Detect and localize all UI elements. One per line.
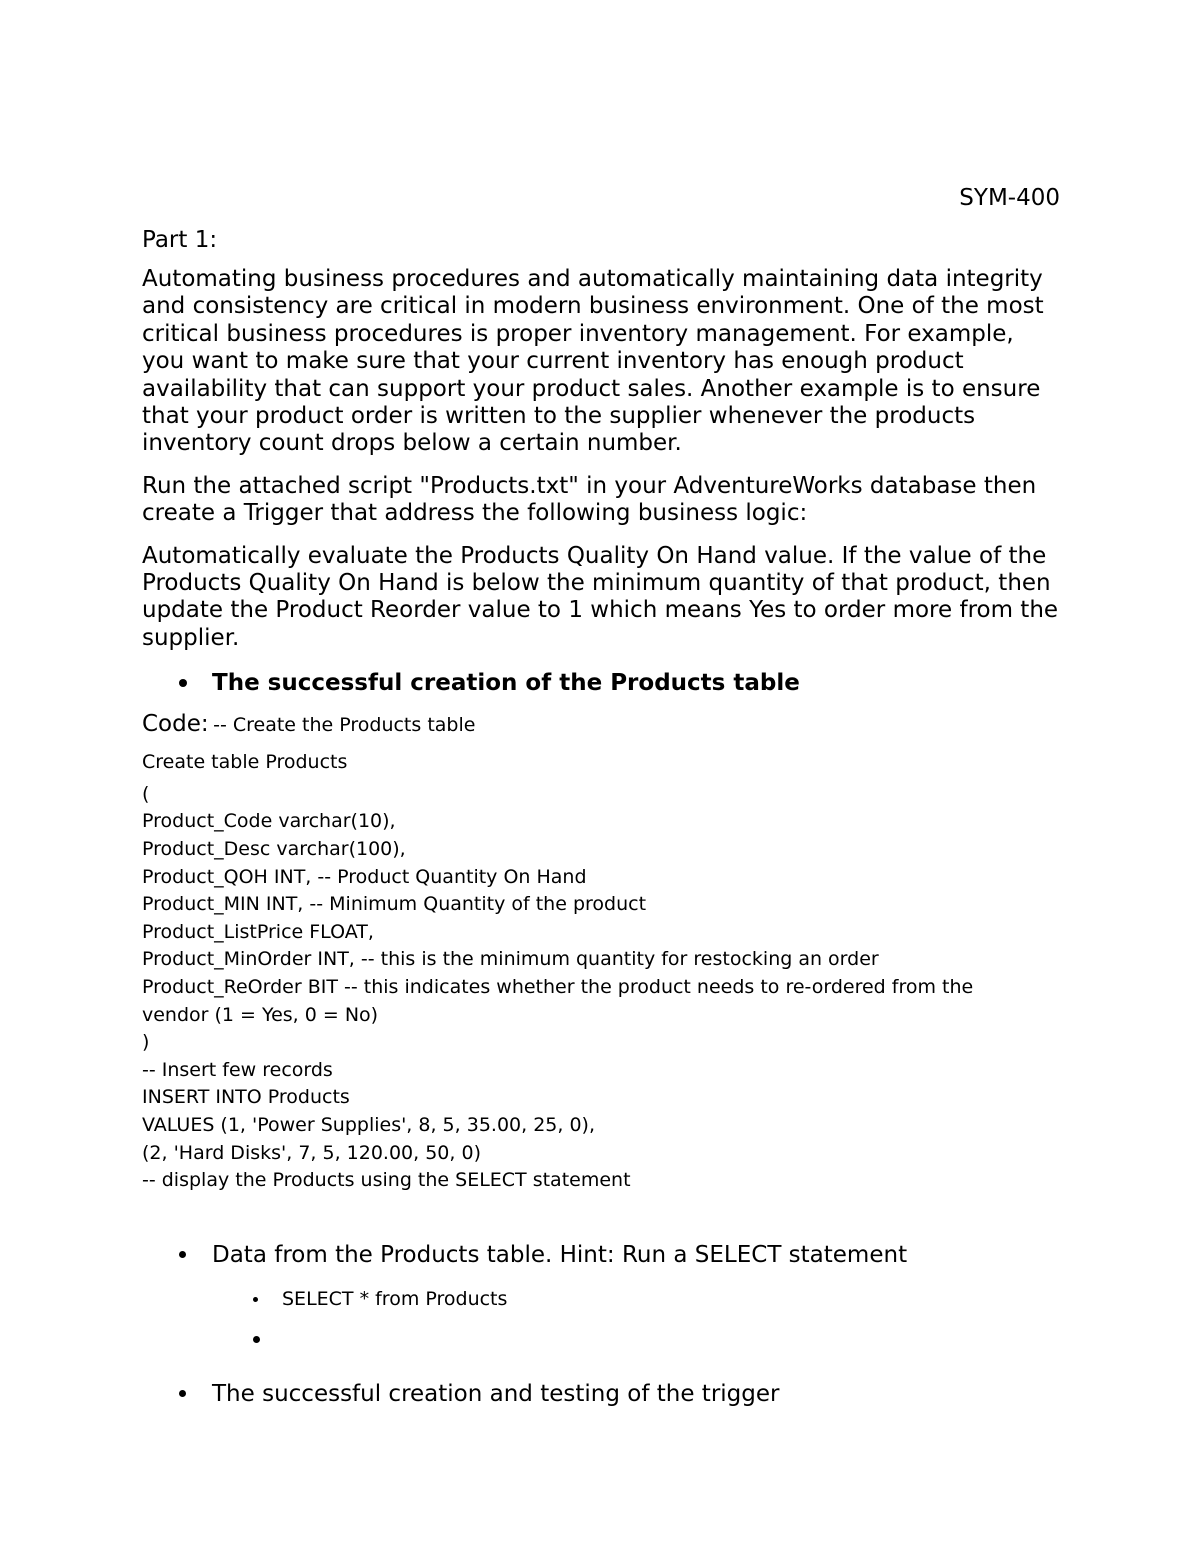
bullet-table-creation: The successful creation of the Products table — [142, 667, 1060, 699]
logic-paragraph: Automatically evaluate the Products Quality On Hand value. If the value of the Products Quality On Hand is below the minimum quantity of that product, then update the Product Reorder value to 1 which means Yes to order more from the supplier. — [142, 542, 1059, 651]
code-label-line — [142, 711, 1060, 737]
code-line: ) — [142, 1031, 150, 1054]
requirements-list — [142, 667, 1060, 699]
code-label: Code: — [142, 711, 209, 738]
sub-bullet-empty — [142, 1325, 1060, 1353]
instruction-paragraph: Run the attached script "Products.txt" in your AdventureWorks database then create a Trigger that address the following business logic: — [142, 472, 1037, 527]
bullet-trigger: The successful creation and testing of the trigger — [142, 1378, 1060, 1410]
requirements-list-3 — [142, 1378, 1060, 1410]
course-code: SYM-400 — [959, 185, 1060, 211]
document-page — [142, 182, 1060, 1410]
code-line: Product_QOH INT, -- Product Quantity On Hand — [142, 865, 587, 888]
code-line: INSERT INTO Products — [142, 1086, 350, 1109]
requirements-list-2 — [142, 1239, 1060, 1271]
code-line: (2, 'Hard Disks', 7, 5, 120.00, 50, 0) — [142, 1141, 481, 1164]
code-line: -- Insert few records — [142, 1058, 333, 1081]
code-comment: -- Create the Products table — [213, 714, 476, 737]
code-line: Product_Code varchar(10), — [142, 810, 396, 833]
code-line: Product_Desc varchar(100), — [142, 838, 406, 861]
code-line: VALUES (1, 'Power Supplies', 8, 5, 35.00, 25, 0), — [142, 1114, 595, 1136]
bullet-data-select — [142, 1239, 1060, 1271]
code-line: Create table Products — [142, 751, 348, 774]
code-line: ( — [142, 782, 150, 805]
code-line: Product_ListPrice FLOAT, — [142, 920, 374, 943]
sql-code-block — [142, 749, 1060, 1195]
code-line: -- display the Products using the SELECT statement — [142, 1169, 631, 1192]
bullet-data-select-label: Data from the Products table. Hint: Run a SELECT statement — [212, 1241, 908, 1268]
intro-paragraph: Automating business procedures and automatically maintaining data integrity and consistency are critical in modern business environment. One of the most critical business procedures is proper inventory management. For example, you want to make sure that your current inventory has enough product availability that can support your product sales. Another example is to ensure that your product order is written to the supplier whenever the products inventory count drops below a certain number. — [142, 266, 1044, 457]
sub-bullet-list — [142, 1285, 1060, 1353]
part-heading: Part 1: — [142, 227, 218, 253]
code-line: Product_ReOrder BIT -- this indicates whether the product needs to re-ordered from the — [142, 976, 974, 999]
code-line: Product_MinOrder INT, -- this is the minimum quantity for restocking an order — [142, 948, 879, 971]
code-line: vendor (1 = Yes, 0 = No) — [142, 1003, 379, 1026]
sub-bullet-select: SELECT * from Products — [142, 1285, 1060, 1313]
code-line: Product_MIN INT, -- Minimum Quantity of the product — [142, 893, 647, 916]
